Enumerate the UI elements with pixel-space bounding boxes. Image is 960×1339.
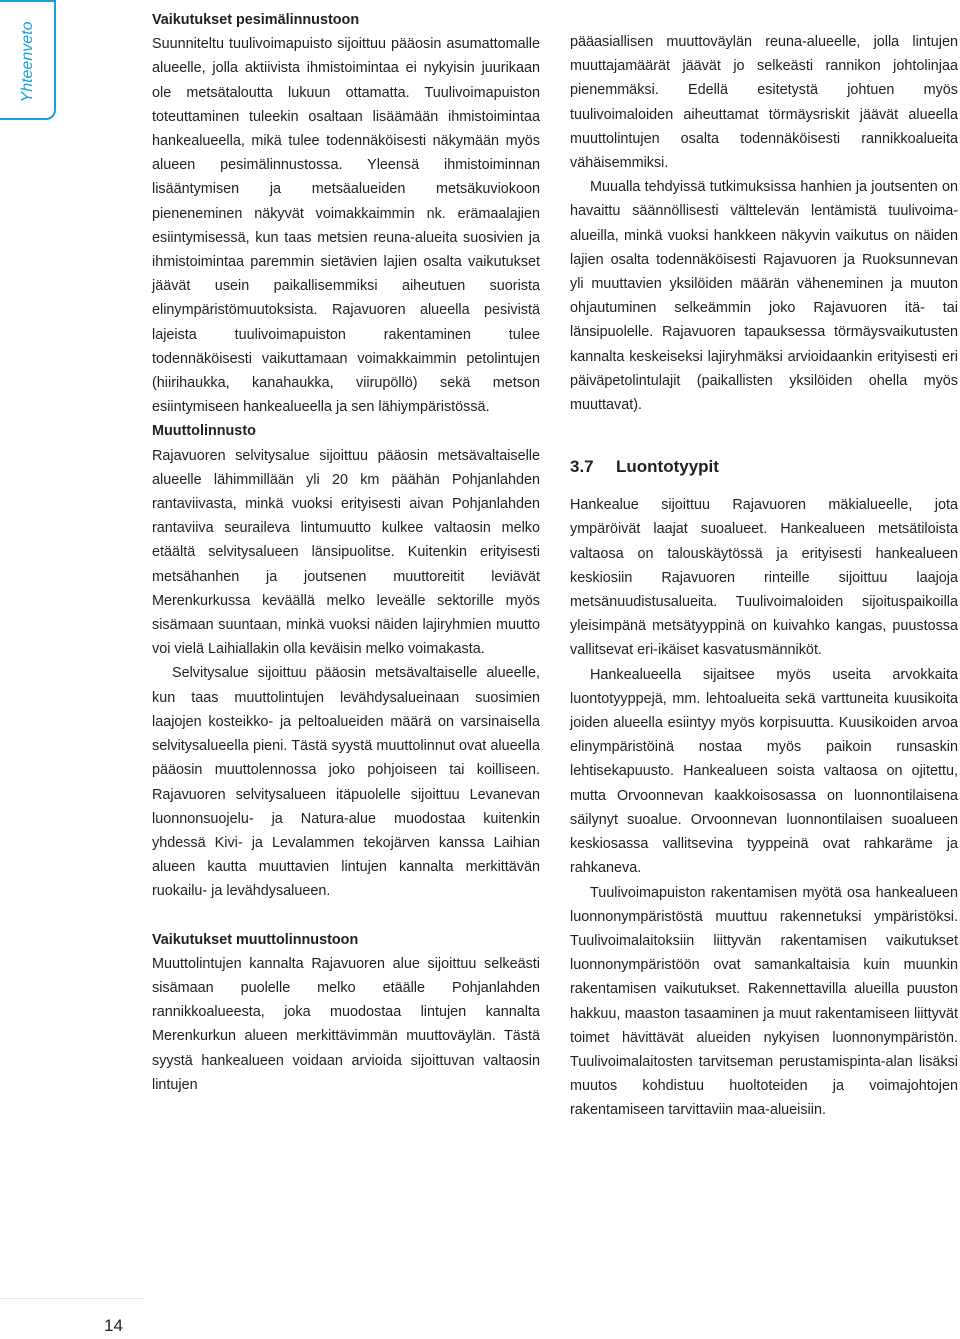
paragraph-habitats-1: Hankealue sijoittuu Rajavuoren mäkialueelle, jota ympäröivät laajat suoalueet. Hankealueen metsätiloista valtaosa on talouskäytössä ja erityisesti hankealueen keskiosiin Rajavuoren rinteille sijoittuu laajoja metsänuudistusalueita. Tuulivoimaloiden sijoituspaikoilla yleisimpänä metsätyyppinä on kuivahko kangas, puustossa vallitsevat eri-ikäiset kasvatusmänniköt.: [570, 497, 958, 659]
section-title: Luontotyypit: [616, 457, 719, 477]
paragraph-migratory-bird-impacts: Muuttolintujen kannalta Rajavuoren alue sijoittuu selkeästi sisämaan puolelle melko etäälle Pohjanlahden rannikkoalueesta, joka muodostaa lintujen kannalta Merenkurkun alueen merkittävimmän muuttoväylän. Tästä syystä hankealueen voidaan arvioida sijoittuvan valtaosin lintujen: [152, 955, 540, 1093]
paragraph-migratory-birds-2: Selvitysalue sijoittuu pääosin metsävaltaiselle alueelle, kun taas muuttolintujen levähdysalueinaan suosimien laajojen kosteikko- ja peltoalueiden määrä on varsinaisella selvitysalueella pieni. Tästä syystä muuttolinnut ovat alueella pääosin muuttolennossa joko pohjoiseen tai koilliseen. Rajavuoren selvitysalueen itäpuolelle sijoittuu Levanevan luonnonsuojelu- ja Natura-alue muodostaa kuitenkin yhdessä Kivi- ja Levalammen tekojärven kanssa Laihian alueen kautta muuttavien lintujen kannalta merkittävän ruokailu- ja levähdysalueen.: [152, 665, 540, 900]
paragraph-breeding-bird-impacts: Suunniteltu tuulivoimapuisto sijoittuu pääosin asumattomalle alueelle, jolla aktiivista ihmistoimintaa ei nykyisin juurikaan ole metsätaloutta lukuun ottamatta. Tuulivoimapuiston toteuttaminen tuleekin osaltaan lisäämään ihmistoimintaa hankealueella, mikä tulee todennäköisesti näkymään myös alueen pesimälinnustossa. Yleensä ihmistoiminnan lisääntymisen ja metsäalueiden metsäkuviokoon pieneneminen näkyvät voimakkaimmin nk. erämaalajien esiintymisessä, kun taas metsien reuna-alueita suosivien ja ihmistoimintaa paremmin sietävien lajien osalta vaikutukset jäävät usein paikallisemmiksi aiheutuen suorista elinympäristömuutoksista. Rajavuoren alueella pesivistä lajeista tuulivoimapuiston rakentaminen tulee todennäköisesti vaikuttamaan voimakkaimmin petolintujen (hiirihaukka, kanahaukka, viirupöllö) sekä metson esiintymiseen hankealueella ja sen lähiympäristössä.: [152, 36, 540, 416]
heading-migratory-bird-impacts: Vaikutukset muuttolinnustoon: [152, 931, 359, 948]
section-number: 3.7: [570, 457, 594, 477]
paragraph-geese-swans: Muualla tehdyissä tutkimuksissa hanhien ja joutsenten on havaittu säännöllisesti välttelevän lentämistä tuulivoima-alueilla, minkä vuoksi hankkeen näkyvin vaikutus on näiden lajien osalta todennäköisesti Rajavuoren ja Ruoksunnevan yli muuttavien yksilöiden määrän väheneminen ja muuton ohjautuminen selkeämmin joko Rajavuoren itä- tai länsipuolelle. Rajavuoren tapauksessa törmäysvaikutusten kannalta keskeiseksi lajiryhmäksi arvioidaankin erityisesti eri päiväpetolintulajit (paikallisten yksilöiden ohella myös muuttavat).: [570, 179, 958, 414]
paragraph-habitats-2: Hankealueella sijaitsee myös useita arvokkaita luontotyyppejä, mm. lehtoalueita sekä varttuneita kuusikoita joiden alueella esiintyy myös korpisuutta. Kuusikoiden arvoa elinympäristöinä nostaa myös paikoin runsaskin lehtisekapuusto. Hankealueen soista valtaosa on ojitettu, mutta Orvoonnevan kaakkoisosassa on luonnontilaisena säilynyt suoalue. Orvoonnevan luonnontilaisen suoalueen keskiosassa vallitsevina tyyppeinä ovat rahkaräme ja rahkaneva.: [570, 666, 958, 877]
paragraph-migratory-birds-1: Rajavuoren selvitysalue sijoittuu pääosin metsävaltaiselle alueelle lähimmillään yli 20 km päähän Pohjanlahden rantaviivasta, minkä vuoksi erityisesti aivan Pohjanlahden rantaviiva seuraileva lintumuutto kulkee valtaosin melko etäältä selvitysalueen länsipuolitse. Kuitenkin erityisesti metsähanhen ja joutsenen muuttoreitit leviävät Merenkurkussa keväällä melko leveälle sektorille myös sisämaan suuntaan, minkä vuoksi näiden lajiryhmien muutto voi vielä Laihiallakin olla keväisin melko voimakasta.: [152, 447, 540, 658]
page-number: 14: [104, 1316, 123, 1335]
section-side-tab[interactable]: [0, 0, 56, 120]
footer-divider: [0, 1298, 144, 1299]
heading-breeding-bird-impacts: Vaikutukset pesimälinnustoon: [152, 12, 360, 28]
left-column: [152, 8, 540, 1097]
side-tab-label: Yhteenveto: [19, 21, 36, 103]
heading-migratory-birds: Muuttolinnusto: [152, 423, 256, 440]
section-heading: [570, 441, 958, 493]
paragraph-habitats-3: Tuulivoimapuiston rakentamisen myötä osa hankealueen luonnonympäristöstä muuttuu rakennetuksi ympäristöksi. Tuulivoimalaitoksiin liittyvän rakentamisen vaikutukset luonnonympäristöön ovat samankaltaisia kuin muunkin rakentamisen vaikutukset. Rakennettavilla alueilla puuston hakkuu, maaston tasaaminen ja muut rakentamiseen liittyvät toimet hävittävät alueiden nykyisen luonnonympäristön. Tuulivoimalaitosten tarvitseman perustamispinta-alan lisäksi muutos kohdistuu huoltoteiden ja voimajohtojen rakentamiseen tarvittaviin maa-alueisiin.: [570, 884, 958, 1119]
right-column: [570, 30, 958, 1123]
paragraph-continued: pääasiallisen muuttoväylän reuna-alueelle, jolla lintujen muuttajamäärät jäävät jo selkeästi rannikon johtolinjaa pienemmäksi. Edellä esitetystä johtuen myös tuulivoimaloiden aiheuttamat törmäysriskit jäävät alueella muuttolintujen osalta todennäköisesti rannikkoalueita vähäisemmiksi.: [570, 34, 958, 172]
